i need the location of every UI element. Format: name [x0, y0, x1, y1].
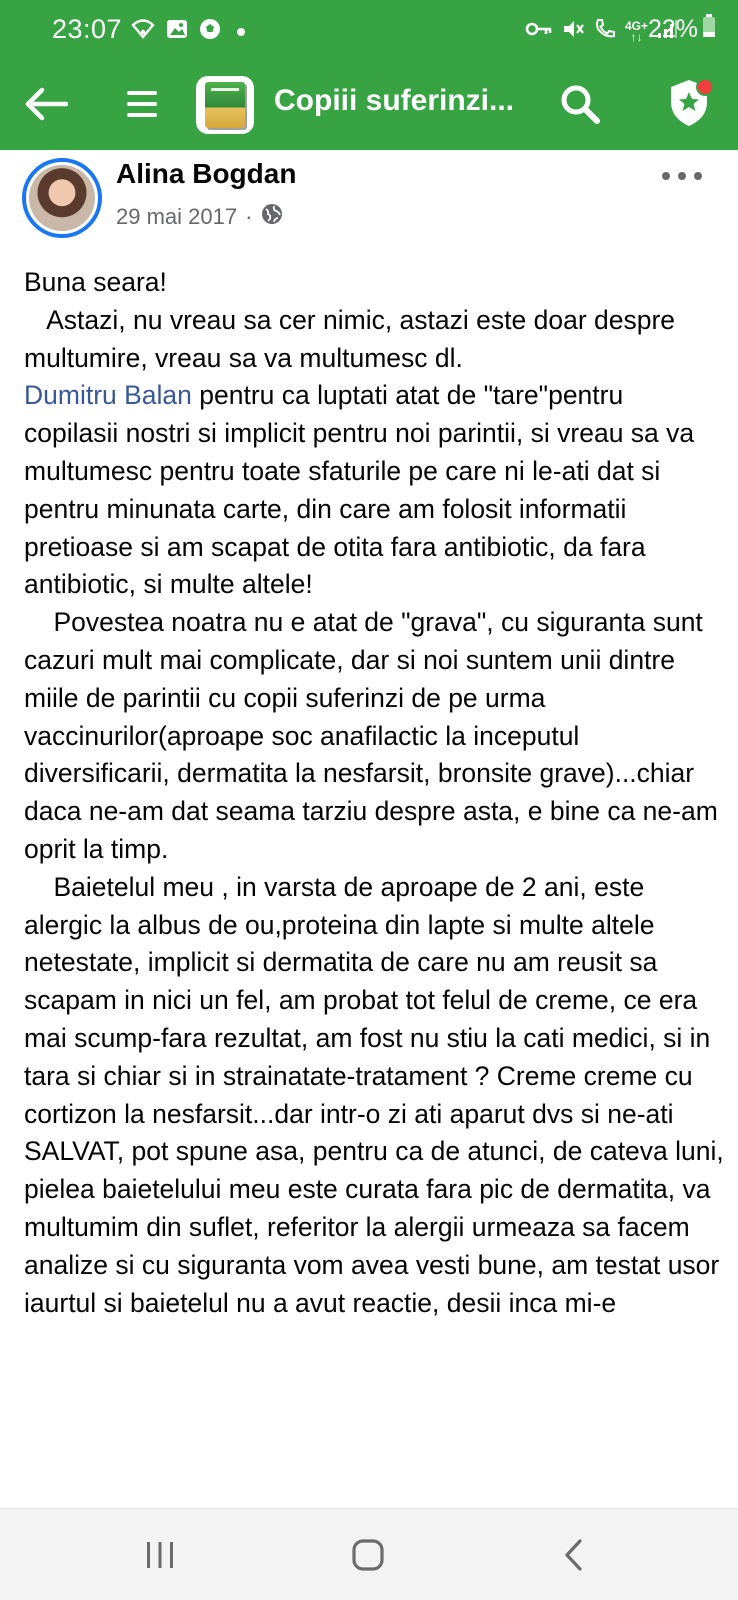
- back-arrow-icon[interactable]: [22, 80, 70, 128]
- post-date[interactable]: 29 mai 2017: [116, 204, 238, 229]
- status-bar: [0, 0, 738, 66]
- key-icon: [525, 19, 553, 44]
- post-meta: [116, 202, 284, 232]
- post-author[interactable]: Alina Bogdan: [116, 158, 297, 189]
- hamburger-icon[interactable]: [118, 80, 166, 128]
- wifi-call-icon: [593, 17, 617, 46]
- wifi-icon: [130, 17, 156, 46]
- notification-badge: [696, 78, 714, 96]
- battery-icon: [702, 14, 716, 45]
- back-icon[interactable]: [550, 1533, 598, 1577]
- more-options-icon[interactable]: [662, 164, 702, 188]
- avatar[interactable]: [22, 158, 102, 238]
- 4g-icon: 4G+ ↑↓: [624, 18, 648, 44]
- system-nav-bar: [0, 1508, 738, 1600]
- search-icon[interactable]: [556, 80, 604, 128]
- shield-star-icon[interactable]: [660, 74, 718, 132]
- app-bar: [0, 66, 738, 150]
- post-header: [0, 150, 738, 250]
- globe-icon: [260, 202, 284, 232]
- mute-icon: [561, 17, 585, 46]
- group-title[interactable]: Copiii suferinzi...: [274, 84, 515, 117]
- mention-link[interactable]: Dumitru Balan: [24, 380, 192, 411]
- notification-dot-icon: [237, 28, 245, 36]
- home-icon[interactable]: [344, 1533, 392, 1577]
- avatar-photo: [29, 165, 95, 231]
- battery-percent: 22%: [647, 15, 698, 43]
- post-text: [24, 264, 724, 1322]
- book-cover-image: [205, 82, 245, 128]
- post-text-intro: Buna seara! Astazi, nu vreau sa cer nimic, astazi este doar despre multumire, vreau sa va multumesc dl.: [24, 267, 676, 373]
- meta-separator: ·: [245, 204, 253, 229]
- post-text-rest: pentru ca luptati atat de "tare"pentru copilasii nostri si implicit pentru noi parintii, si vreau sa va multumesc pentru toate sfaturile pe care ni le-ati dat si pentru minunata carte, din care am folosit informatii pretioase si am scapat de otita fara antibiotic, da fara antibiotic, si multe altele! Povestea noatra nu e atat de "grava", cu siguranta sunt cazuri mult mai complicate, dar si noi suntem unii dintre miile de parintii cu copii suferinzi de pe urma vaccinurilor(aproape soc anafilactic la inceputul diversificarii, dermatita la nesfarsit, bronsite grave)...chiar daca ne-am dat seama tarziu despre asta, e bine ca ne-am oprit la timp. Baietelul meu , in varsta de aproape de 2 ani, este alergic la albus de ou,proteina din lapte si multe altele netestate, implicit si dermatita de care nu am reusit sa scapam in nici un fel, am probat tot felul de creme, ce era mai scump-fara rezultat, am fost nu stiu la cati medici, si in tara si chiar si in strainatate-tratament ? Creme creme cu cortizon la nesfarsit...dar intr-o zi ati aparut dvs si ne-ati SALVAT, pot spune asa, pentru ca de atunci, de cateva luni, pielea baietelului meu este curata fara pic de dermatita, va multumim din suflet, referitor la alergii urmeaza sa facem analize si cu siguranta vom avea vesti bune, am testat usor iaurtul si baietelul nu a avut reactie, desii inca mi-e: [24, 380, 724, 1318]
- status-time: 23:07: [52, 14, 123, 44]
- recent-apps-icon[interactable]: [136, 1533, 184, 1577]
- football-icon: [198, 17, 222, 46]
- image-icon: [165, 17, 189, 46]
- group-thumbnail[interactable]: [196, 76, 254, 134]
